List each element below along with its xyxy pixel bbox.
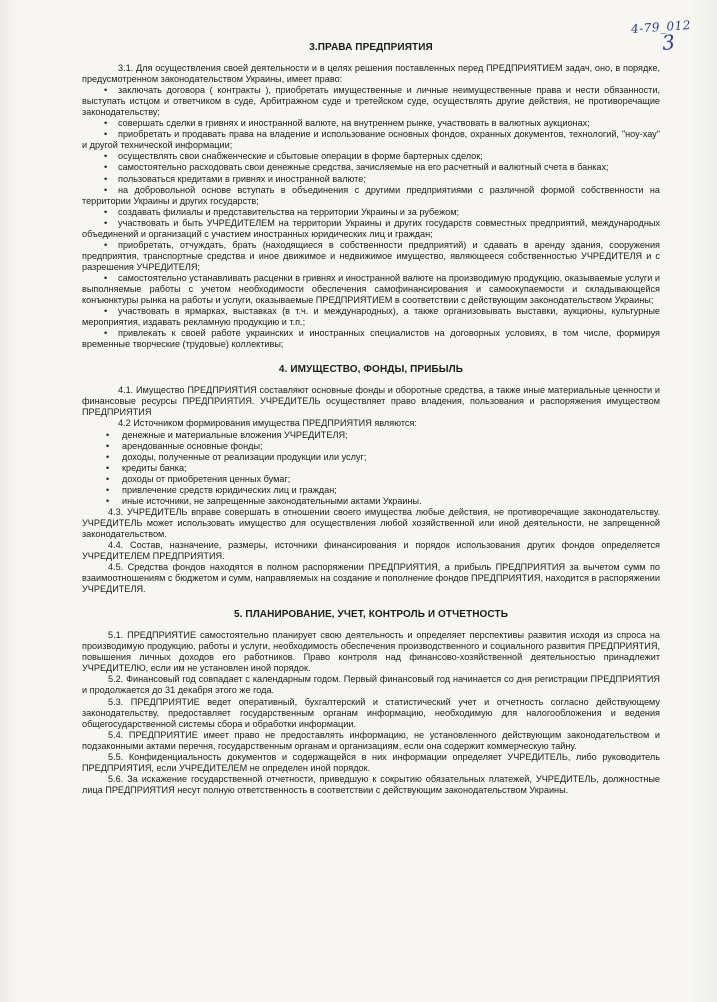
paragraph-4-3: 4.3. УЧРЕДИТЕЛЬ вправе совершать в отношении своего имущества любые действия, не противоречащие законодательству. УЧРЕДИТЕЛЬ может использовать имущество для осуществления любой хозяйственной или иной деятельности, не запрещенной законодательством. xyxy=(82,506,660,539)
paragraph-5-4: 5.4. ПРЕДПРИЯТИЕ имеет право не предоставлять информацию, не установленного действующим законодательством и подзаконными актами перечня, государственным органам и организациям, если она содержит коммерческую тайну. xyxy=(82,729,660,751)
paragraph-5-2: 5.2. Финансовый год совпадает с календарным годом. Первый финансовый год начинается со дня регистрации ПРЕДПРИЯТИЯ и продолжается до 31 декабря этого же года. xyxy=(82,674,660,696)
list-item: • денежные и материальные вложения УЧРЕДИТЕЛЯ; xyxy=(82,430,660,441)
list-item: • арендованные основные фонды; xyxy=(82,441,660,452)
paragraph-5-3: 5.3. ПРЕДПРИЯТИЕ ведет оперативный, бухгалтерский и статистический учет и отчетность согласно действующему законодательству, предоставляет государственным органам информацию, необходимую для налогообложения и ведения общегосударственной системы сбора и обработки информации. xyxy=(82,696,660,729)
paragraph-5-5: 5.5. Конфиденциальность документов и содержащейся в них информации определяет УЧРЕДИТЕЛЬ, либо руководитель ПРЕДПРИЯТИЯ, если УЧРЕДИТЕЛЕМ не определен иной порядок. xyxy=(82,751,660,773)
paragraph-4-5: 4.5. Средства фондов находятся в полном распоряжении ПРЕДПРИЯТИЯ, а прибыль ПРЕДПРИЯТИЯ за вычетом сумм по взаимоотношениям с бюджетом и сумм, направляемых на создание и пополнение фондов ПРЕДПРИЯТИЯ, находится в распоряжении УЧРЕДИТЕЛЯ. xyxy=(82,562,660,595)
section-4-title: 4. ИМУЩЕСТВО, ФОНДЫ, ПРИБЫЛЬ xyxy=(278,364,464,376)
list-item: • привлекать к своей работе украинских и иностранных специалистов на договорных условиях, в том числе, формируя временные творческие (трудовые) коллективы; xyxy=(82,328,660,350)
paragraph-5-1: 5.1. ПРЕДПРИЯТИЕ самостоятельно планирует свою деятельность и определяет перспективы развития исходя из спроса на производимую продукцию, работы и услуги, необходимость обеспечения производственного и социального развития ПРЕДПРИЯТИЯ, повышения личных доходов его работников. Право контроля над финансово-хозяйственной деятельностью принадлежит УЧРЕДИТЕЛЮ, если им не установлен иной порядок. xyxy=(82,630,660,674)
section-3-intro: 3.1. Для осуществления своей деятельности и в целях решения поставленных перед ПРЕДПРИЯТИЕМ задач, оно, в порядке, предусмотренном законодательством Украины, имеет право: xyxy=(82,63,660,85)
list-item: • пользоваться кредитами в гривнях и иностранной валюте; xyxy=(82,174,660,185)
list-item: • кредиты банка; xyxy=(82,463,660,474)
list-item: • создавать филиалы и представительства на территории Украины и за рубежом; xyxy=(82,207,660,218)
list-item: • участвовать и быть УЧРЕДИТЕЛЕМ на территории Украины и других государств совместных предприятий, международных объединений и организаций с участием иностранных юридических лиц и граждан; xyxy=(82,218,660,240)
paragraph-4-1: 4.1. Имущество ПРЕДПРИЯТИЯ составляют основные фонды и оборотные средства, а также иные материальные ценности и финансовые ресурсы ПРЕДПРИЯТИЯ. УЧРЕДИТЕЛЬ осуществляет право владения, пользования и распоряжения имуществом ПРЕДПРИЯТИЯ xyxy=(82,385,660,418)
list-item: • иные источники, не запрещенные законодательными актами Украины. xyxy=(82,496,660,507)
list-item: • приобретать, отчуждать, брать (находящиеся в собственности предприятий) и сдавать в аренду здания, сооружения предприятия, транспортные средства и иное движимое и недвижимое имущество, являющееся собственностью УЧРЕДИТЕЛЯ и с разрешения УЧРЕДИТЕЛЯ; xyxy=(82,240,660,273)
section-3-rights-list xyxy=(82,85,660,350)
list-item: • самостоятельно расходовать свои денежные средства, зачисляемые на его расчетный и валютный счета в банках; xyxy=(82,162,660,173)
list-item: • привлечение средств юридических лиц и граждан; xyxy=(82,485,660,496)
list-item: • приобретать и продавать права на владение и использование основных фондов, охранных документов, технологий, "ноу-хау" и другой технической информации; xyxy=(82,129,660,151)
list-item: • заключать договора ( контракты ), приобретать имущественные и личные неимущественные права и нести обязанности, выступать истцом и ответчиком в суде, Арбитражном суде и третейском суде, осуществлять другие действия, не противоречащие законодательству; xyxy=(82,85,660,118)
list-item: • совершать сделки в гривнях и иностранной валюте, на внутреннем рынке, участвовать в валютных аукционах; xyxy=(82,118,660,129)
document-code: 4-79_012 xyxy=(630,17,692,37)
list-item: • на добровольной основе вступать в объединения с другими предприятиями с различной формой собственности на территории Украины и других государств; xyxy=(82,185,660,207)
paragraph-4-2: 4.2 Источником формирования имущества ПРЕДПРИЯТИЯ являются: xyxy=(118,418,417,429)
list-item: • доходы, полученные от реализации продукции или услуг; xyxy=(82,452,660,463)
document-body xyxy=(82,42,660,796)
page-number: 3 xyxy=(660,29,677,55)
list-item: • осуществлять свои снабженческие и сбытовые операции в форме бартерных сделок; xyxy=(82,151,660,162)
list-item: • участвовать в ярмарках, выставках (в т.ч. и международных), а также организовывать выставки, аукционы, культурные мероприятия, издавать рекламную продукцию и т.п.; xyxy=(82,306,660,328)
list-item: • самостоятельно устанавливать расценки в гривнях и иностранной валюте на производимую продукцию, оказываемые услуги и выполняемые работы с учетом необходимости обеспечения самофинансирования и самоокупаемости и складывающейся конъюнктуры рынка на работы и услуги, оказываемые ПРЕДПРИЯТИЕМ в соответствии с действующим законодательством Украины; xyxy=(82,273,660,306)
list-item: • доходы от приобретения ценных бумаг; xyxy=(82,474,660,485)
section-5-title: 5. ПЛАНИРОВАНИЕ, УЧЕТ, КОНТРОЛЬ И ОТЧЕТНОСТЬ xyxy=(233,609,509,621)
paragraph-5-6: 5.6. За искажение государственной отчетности, приведшую к сокрытию обязательных платежей, УЧРЕДИТЕЛЬ, должностные лица ПРЕДПРИЯТИЯ несут полную ответственность в соответствии с действующим законодательством Украины. xyxy=(82,773,660,795)
section-4-sources-list xyxy=(82,430,660,507)
paragraph-4-4: 4.4. Состав, назначение, размеры, источники финансирования и порядок использования других фондов определяется УЧРЕДИТЕЛЕМ ПРЕДПРИЯТИЯ. xyxy=(82,539,660,562)
section-3-title: 3.ПРАВА ПРЕДПРИЯТИЯ xyxy=(309,42,433,53)
